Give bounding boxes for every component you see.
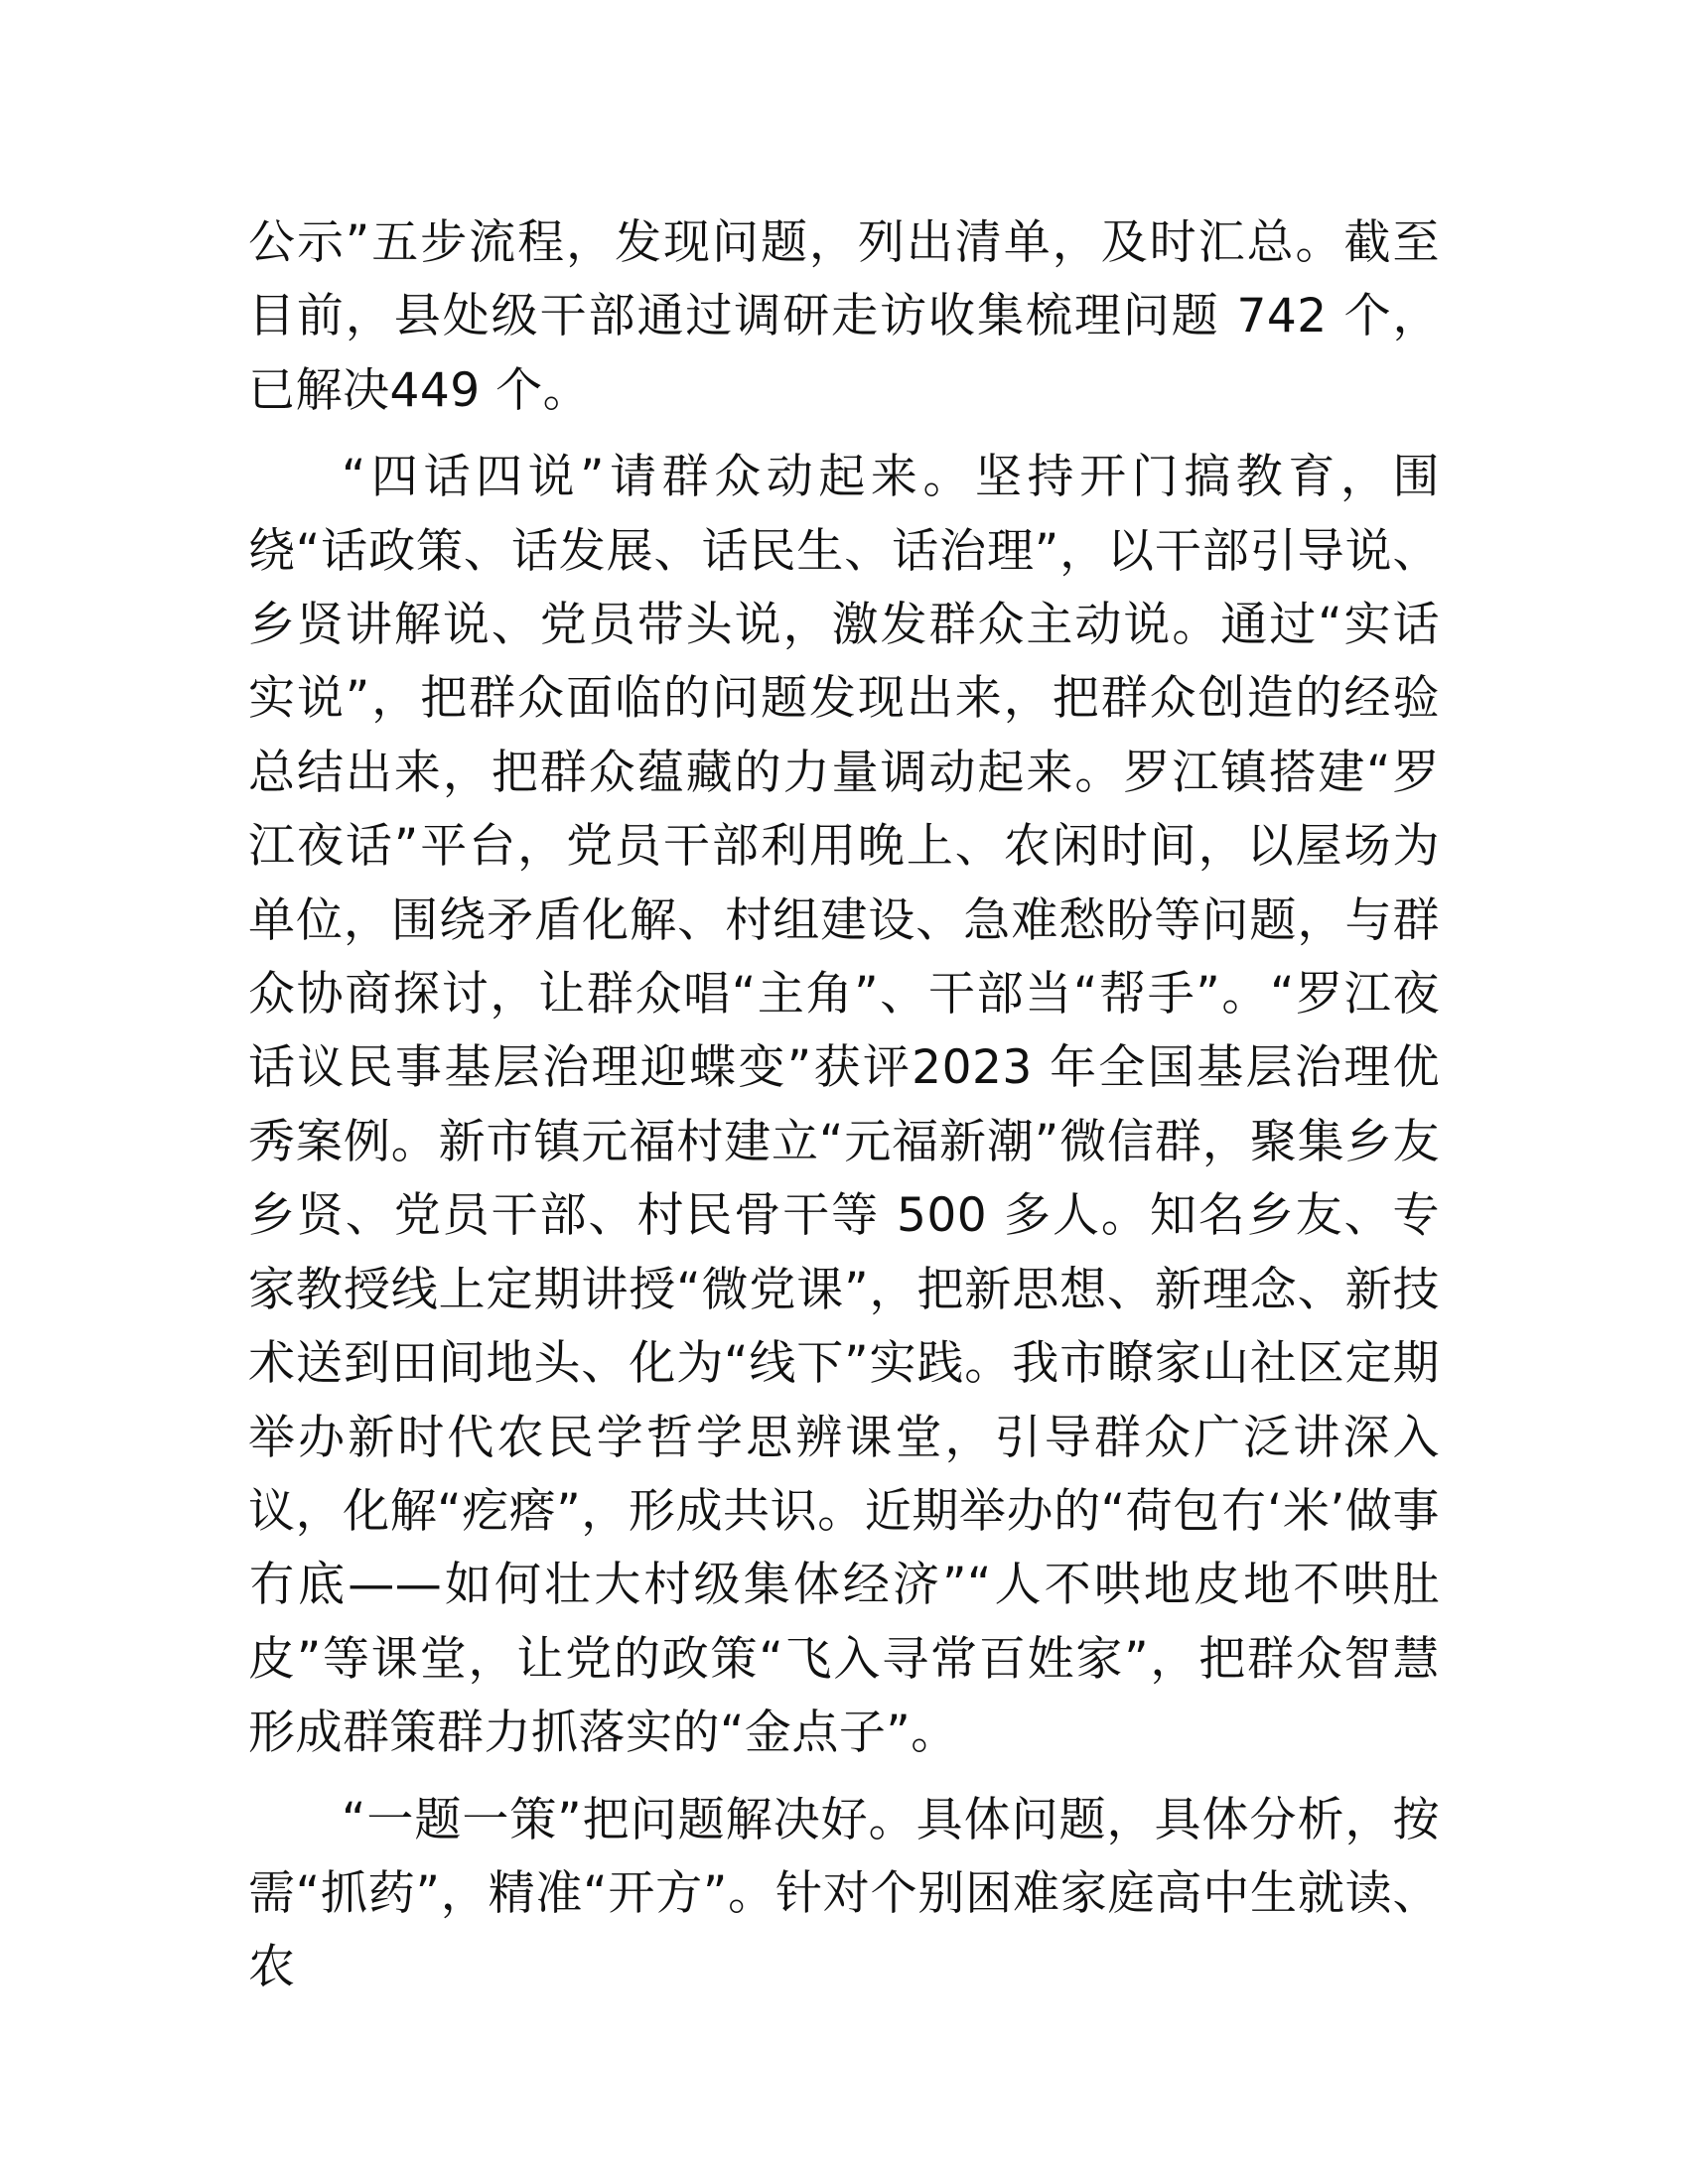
paragraph: “一题一策”把问题解决好。具体问题，具体分析，按需“抓药”，精准“开方”。针对个别困难家庭高中生就读、农 [248,1792,1440,1995]
paragraph: 公示”五步流程，发现问题，列出清单，及时汇总。截至目前，县处级干部通过调研走访收集梳理问题 742 个，已解决449 个。 [248,215,1440,418]
body-text [248,206,1440,2005]
paragraph: “四话四说”请群众动起来。坚持开门搞教育，围绕“话政策、话发展、话民生、话治理”，以干部引导说、乡贤讲解说、党员带头说，激发群众主动说。通过“实话实说”，把群众面临的问题发现出来，把群众创造的经验总结出来，把群众蕴藏的力量调动起来。罗江镇搭建“罗江夜话”平台，党员干部利用晚上、农闲时间，以屋场为单位，围绕矛盾化解、村组建设、急难愁盼等问题，与群众协商探讨，让群众唱“主角”、干部当“帮手”。“罗江夜话议民事基层治理迎蝶变”获评2023 年全国基层治理优秀案例。新市镇元福村建立“元福新潮”微信群，聚集乡友乡贤、党员干部、村民骨干等 500 多人。知名乡友、专家教授线上定期讲授“微党课”，把新思想、新理念、新技术送到田间地头、化为“线下”实践。我市瞭家山社区定期举办新时代农民学哲学思辨课堂，引导群众广泛讲深入议，化解“疙瘩”，形成共识。近期举办的“荷包冇‘米’做事冇底——如何壮大村级集体经济”“人不哄地皮地不哄肚皮”等课堂，让党的政策“飞入寻常百姓家”，把群众智慧形成群策群力抓落实的“金点子”。 [248,450,1440,1761]
